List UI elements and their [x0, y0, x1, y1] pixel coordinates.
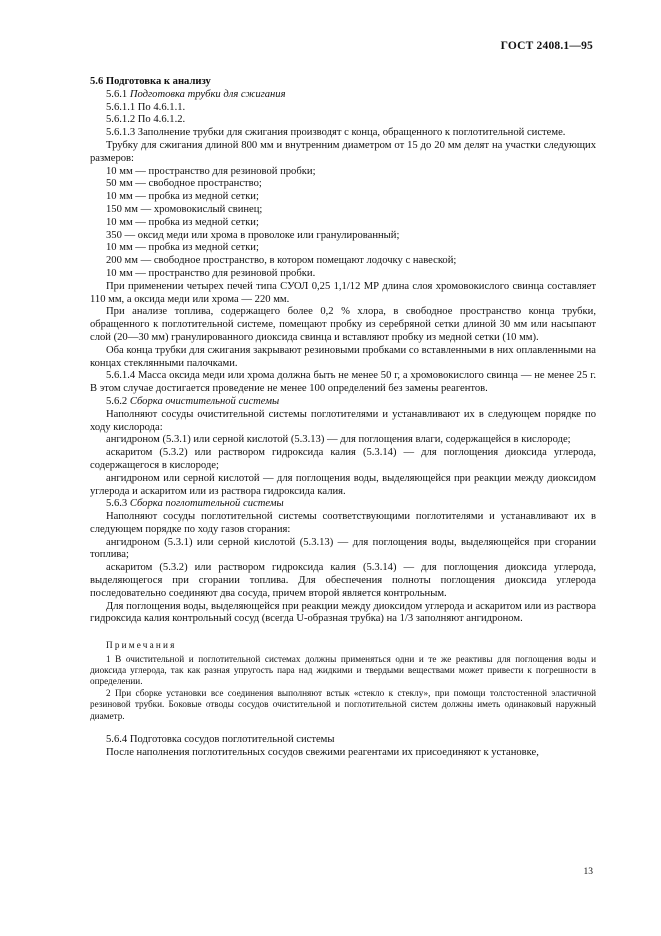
paragraph-5-6-2-intro: Наполняют сосуды очистительной системы поглотителями и устанавливают их в следующем порядке по ходу кислорода: — [90, 408, 596, 433]
subsection-number: 5.6.2 — [106, 395, 128, 407]
tube-item: 10 мм — пространство для резиновой пробки; — [106, 165, 316, 177]
paragraph-5-6-3-b: аскаритом (5.3.2) или раствором гидроксида калия (5.3.14) — для поглощения диоксида углерода, выделяющегося при сгорании топлива. Для обеспечения полноты поглощения диоксида углерода последовательно соединяют два сосуда, причем второй является контрольным. — [90, 562, 596, 599]
standard-header: ГОСТ 2408.1—95 — [500, 40, 593, 52]
paragraph-tube-ends: Оба конца трубки для сжигания закрывают резиновыми пробками со вставленными в них оплавленными на концах стеклянными палочками. — [90, 344, 596, 369]
clause-5-6-1-3: 5.6.1.3 Заполнение трубки для сжигания производят с конца, обращенного к поглотительной системе. — [106, 127, 566, 139]
page-number: 13 — [583, 867, 593, 877]
paragraph-5-6-4: После наполнения поглотительных сосудов свежими реагентами их присоединяют к установке, — [106, 746, 539, 758]
clause-5-6-1-2: 5.6.1.2 По 4.6.1.2. — [106, 114, 186, 126]
subsection-title: Сборка очистительной системы — [129, 395, 280, 407]
notes-title: Примечания — [106, 640, 177, 651]
clause-5-6-1-4: 5.6.1.4 Масса оксида меди или хрома должна быть не менее 50 г, а хромовокислого свинца — не менее 25 г. В этом случае достигается проведение не менее 100 определений без замены реагентов. — [90, 370, 596, 395]
paragraph-5-6-2-a: ангидроном (5.3.1) или серной кислотой (5.3.13) — для поглощения влаги, содержащейся в кислороде; — [106, 434, 571, 446]
tube-item: 350 — оксид меди или хрома в проволоке или гранулированный; — [106, 229, 400, 241]
clause-5-6-1-1: 5.6.1.1 По 4.6.1.1. — [106, 101, 186, 113]
tube-item: 50 мм — свободное пространство; — [106, 178, 262, 190]
subsection-number: 5.6.1 — [106, 88, 128, 100]
note-item: 1 В очистительной и поглотительной системах должны применяться одни и те же реактивы для поглощения воды и диоксида углерода, так как разная упругость пара над жидкими и твердыми веществами может привести к погрешности в определении. — [90, 653, 596, 687]
notes-block — [90, 640, 596, 722]
section-title: Подготовка к анализу — [105, 76, 211, 87]
tube-intro: Трубку для сжигания длиной 800 мм и внутренним диаметром от 15 до 20 мм делят на участки следующих размеров: — [90, 139, 596, 164]
paragraph-furnace: При применении четырех печей типа СУОЛ 0,25 1,1/12 МР длина слоя хромовокислого свинца составляет 110 мм, а оксида меди или хрома — 220 мм. — [90, 280, 596, 305]
subsection-5-6-2-heading — [90, 396, 596, 409]
paragraph-5-6-3-a: ангидроном (5.3.1) или серной кислотой (5.3.13) — для поглощения воды, выделяющейся при сгорании топлива; — [90, 536, 596, 561]
tube-item: 10 мм — пробка из медной сетки; — [106, 242, 259, 254]
tube-item: 10 мм — пробка из медной сетки; — [106, 191, 259, 203]
spacer — [90, 722, 596, 734]
tube-item: 200 мм — свободное пространство, в котором помещают лодочку с навеской; — [106, 255, 457, 267]
section-number: 5.6 — [90, 76, 104, 87]
subsection-number: 5.6.3 — [106, 498, 128, 510]
subsection-5-6-1-heading — [90, 89, 596, 102]
note-item: 2 При сборке установки все соединения выполняют встык «стекло к стеклу», при помощи толстостенной эластичной резиновой трубки. Боковые отводы сосудов очистительной и поглотительной систем должны иметь одинаковый наружный диаметр. — [90, 687, 596, 721]
paragraph-5-6-2-c: ангидроном или серной кислотой — для поглощения воды, выделяющейся при реакции между диоксидом углерода и аскаритом или из раствора гидроксида калия. — [90, 472, 596, 497]
subsection-5-6-4-heading: 5.6.4 Подготовка сосудов поглотительной системы — [106, 734, 335, 746]
tube-item: 10 мм — пространство для резиновой пробки. — [106, 267, 316, 279]
paragraph-5-6-3-intro: Наполняют сосуды поглотительной системы соответствующими поглотителями и устанавливают их в следующем порядке по ходу газов сгорания: — [90, 511, 596, 535]
paragraph-chlorine: При анализе топлива, содержащего более 0,2 % хлора, в свободное пространство конца трубки, обращенного к поглотительной системе, помещают пробку из серебряной сетки длиной 30 мм или насыпают слой (20—30 мм) гранулированного диоксида свинца и вставляют пробку из медной сетки (10 мм). — [90, 306, 596, 343]
subsection-title: Подготовка трубки для сжигания — [129, 88, 286, 100]
tube-item: 150 мм — хромовокислый свинец; — [106, 203, 263, 215]
section-heading — [90, 76, 596, 89]
subsection-5-6-3-heading — [90, 498, 596, 511]
paragraph-5-6-3-c: Для поглощения воды, выделяющейся при реакции между диоксидом углерода и аскаритом или из раствора гидроксида калия контрольный сосуд (всегда U-образная трубка) на 1/3 заполняют ангидроном. — [90, 600, 596, 625]
paragraph-5-6-2-b: аскаритом (5.3.2) или раствором гидроксида калия (5.3.14) — для поглощения диоксида углерода, содержащегося в кислороде; — [90, 447, 596, 471]
subsection-title: Сборка поглотительной системы — [129, 498, 284, 510]
tube-item: 10 мм — пробка из медной сетки; — [106, 216, 259, 228]
page-content — [90, 76, 596, 760]
